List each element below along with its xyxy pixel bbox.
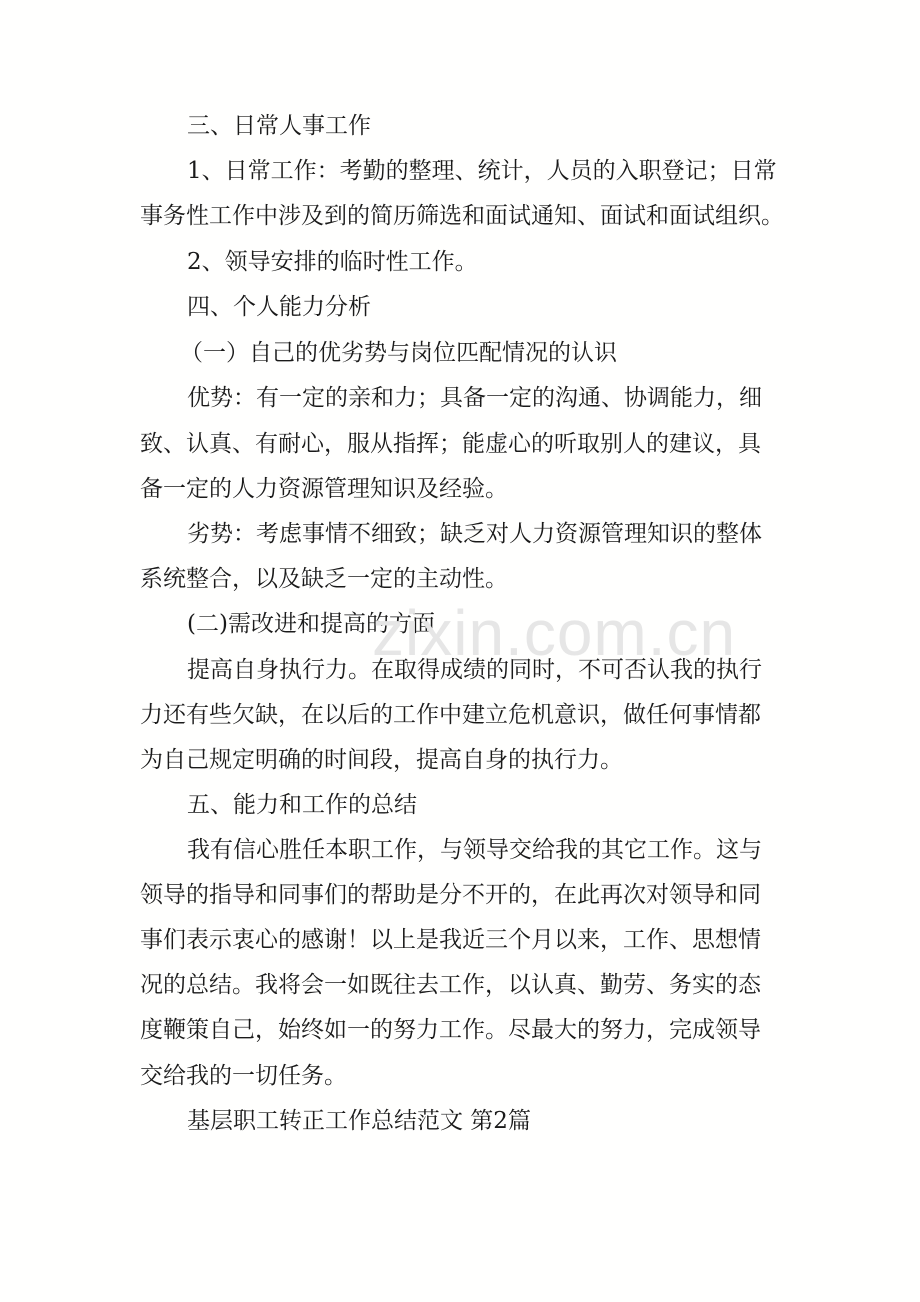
- paragraph-line: 系统整合，以及缺乏一定的主动性。: [140, 566, 508, 592]
- paragraph-line: 劣势：考虑事情不细致；缺乏对人力资源管理知识的整体: [187, 521, 762, 547]
- paragraph-line: 致、认真、有耐心，服从指挥；能虚心的听取别人的建议，具: [140, 431, 761, 457]
- paragraph-line: 我有信心胜任本职工作，与领导交给我的其它工作。这与: [187, 837, 762, 863]
- paragraph-line: 为自己规定明确的时间段，提高自身的执行力。: [140, 747, 623, 773]
- paragraph-line: 力还有些欠缺，在以后的工作中建立危机意识，做任何事情都: [140, 702, 761, 728]
- section-heading-summary: 五、能力和工作的总结: [187, 792, 417, 818]
- paragraph-line: 事们表示衷心的感谢！以上是我近三个月以来，工作、思想情: [140, 927, 761, 953]
- next-article-title: 基层职工转正工作总结范文 第2篇: [187, 1108, 531, 1134]
- paragraph-line: 领导的指导和同事们的帮助是分不开的，在此再次对领导和同: [140, 882, 761, 908]
- paragraph-line: 备一定的人力资源管理知识及经验。: [140, 476, 508, 502]
- subsection-heading-strengths-weaknesses: （一）自己的优劣势与岗位匹配情况的认识: [180, 340, 617, 366]
- paragraph-line: 事务性工作中涉及到的简历筛选和面试通知、面试和面试组织。: [140, 203, 784, 229]
- paragraph-line: 况的总结。我将会一如既往去工作，以认真、勤劳、务实的态: [140, 972, 761, 998]
- paragraph-line: 2、领导安排的临时性工作。: [187, 249, 478, 275]
- section-heading-ability-analysis: 四、个人能力分析: [187, 294, 371, 320]
- subsection-heading-improvements: (二)需改进和提高的方面: [187, 611, 435, 637]
- section-heading-daily-hr-work: 三、日常人事工作: [187, 113, 371, 139]
- paragraph-line: 交给我的一切任务。: [140, 1063, 347, 1089]
- paragraph-line: 提高自身执行力。在取得成绩的同时，不可否认我的执行: [187, 657, 762, 683]
- site-watermark: zixin.com.cn: [372, 597, 737, 669]
- paragraph-line: 优势：有一定的亲和力；具备一定的沟通、协调能力，细: [187, 385, 762, 411]
- paragraph-line: 度鞭策自己，始终如一的努力工作。尽最大的努力，完成领导: [140, 1017, 761, 1043]
- paragraph-line: 1、日常工作：考勤的整理、统计，人员的入职登记；日常: [187, 158, 777, 184]
